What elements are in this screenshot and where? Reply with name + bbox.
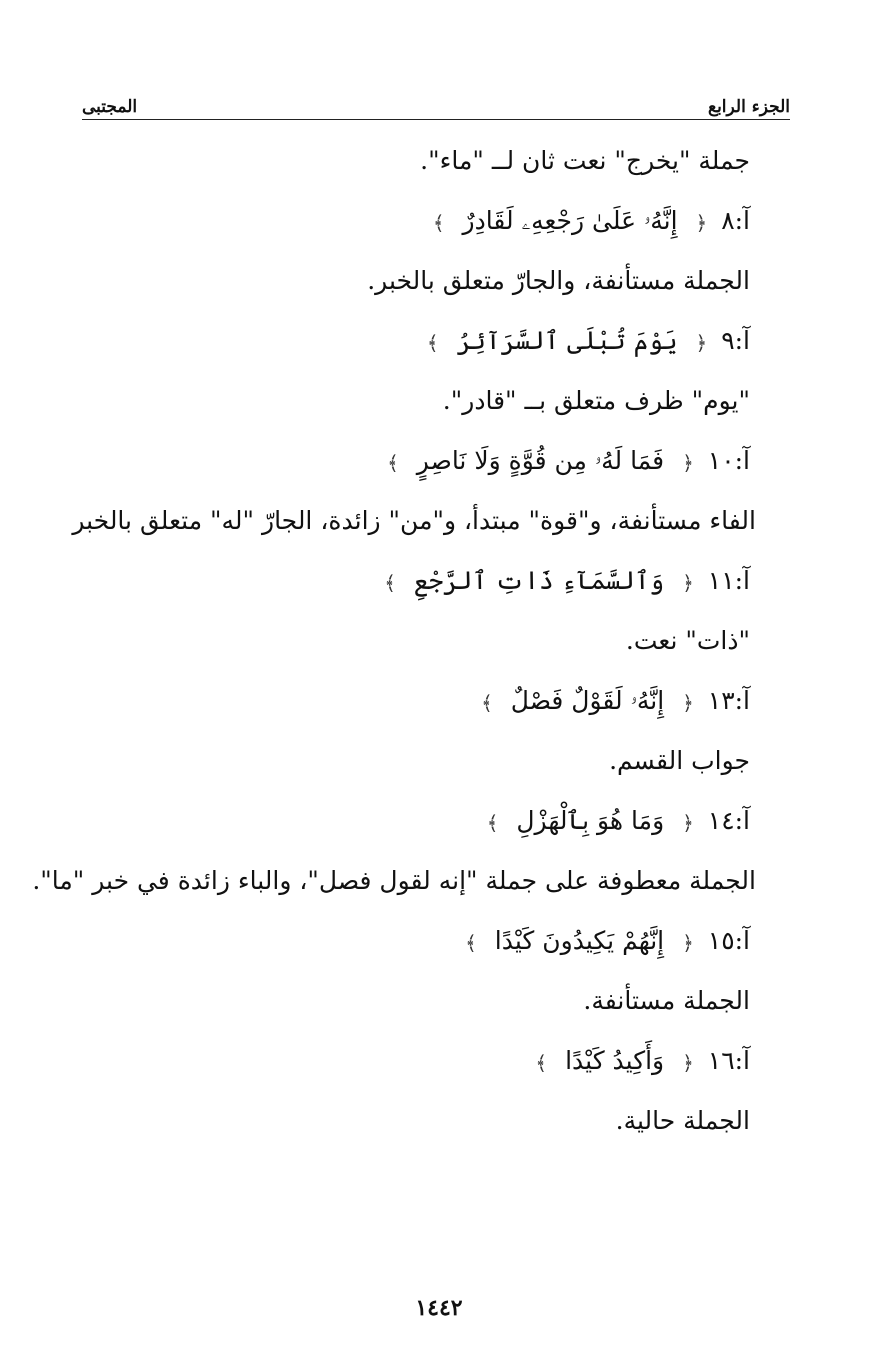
commentary-text: الجملة حالية. — [615, 1106, 750, 1135]
ornate-bracket-open-icon: ﴿ — [682, 810, 694, 835]
ayah-reference: آ:١٥ — [707, 926, 750, 955]
page-body — [32, 128, 756, 1135]
body-line — [70, 1106, 750, 1136]
ornate-bracket-open-icon: ﴿ — [682, 930, 694, 955]
quran-verse: إِنَّهُۥ عَلَىٰ رَجْعِهِۦ لَقَادِرٌ — [462, 206, 678, 235]
body-line — [32, 866, 756, 896]
quran-verse: وَمَا هُوَ بِٱلْهَزْلِ — [516, 806, 665, 835]
quran-verse: إِنَّهُۥ لَقَوْلٌ فَصْلٌ — [510, 686, 665, 715]
ayah-reference: آ:١٣ — [707, 686, 750, 715]
ayah-reference: آ:٨ — [721, 206, 750, 235]
ornate-bracket-open-icon: ﴿ — [695, 330, 708, 355]
running-header — [82, 92, 790, 120]
ayah-line — [70, 446, 750, 476]
body-line — [70, 266, 750, 296]
header-book-title: المجتبى — [82, 97, 138, 117]
ayah-line — [70, 206, 750, 236]
header-part-title: الجزء الرابع — [708, 97, 790, 117]
ayah-reference: آ:١١ — [707, 566, 750, 595]
ornate-bracket-open-icon: ﴿ — [695, 210, 708, 235]
page-number: ١٤٤٢ — [415, 1295, 463, 1321]
ornate-bracket-open-icon: ﴿ — [682, 690, 694, 715]
ornate-bracket-close-icon: ﴾ — [481, 690, 493, 715]
quran-verse: يَوْمَ تُبْلَى ٱلسَّرَآئِرُ — [456, 326, 678, 355]
commentary-text: الجملة معطوفة على جملة "إنه لقول فصل"، والباء زائدة في خبر "ما". — [32, 866, 756, 895]
ornate-bracket-close-icon: ﴾ — [426, 330, 439, 355]
ayah-line — [70, 926, 750, 956]
body-line — [70, 146, 750, 176]
ayah-line — [70, 1046, 750, 1076]
commentary-text: "ذات" نعت. — [625, 626, 750, 655]
ayah-reference: آ:١٤ — [707, 806, 750, 835]
ornate-bracket-close-icon: ﴾ — [486, 810, 499, 835]
commentary-text: جواب القسم. — [609, 746, 750, 775]
commentary-text: الفاء مستأنفة، و"قوة" مبتدأ، و"من" زائدة، الجارّ "له" متعلق بالخبر — [72, 506, 756, 535]
commentary-text: الجملة مستأنفة. — [583, 986, 750, 1015]
body-line — [70, 746, 750, 776]
body-line — [70, 386, 750, 416]
ornate-bracket-open-icon: ﴿ — [682, 570, 694, 595]
ayah-line — [70, 326, 750, 356]
ornate-bracket-close-icon: ﴾ — [432, 210, 445, 235]
ornate-bracket-open-icon: ﴿ — [682, 1050, 694, 1075]
ornate-bracket-close-icon: ﴾ — [387, 450, 399, 475]
quran-verse: وَٱلسَّمَآءِ ذَاتِ ٱلرَّجْعِ — [413, 566, 665, 595]
body-line — [70, 986, 750, 1016]
quran-verse: وَأَكِيدُ كَيْدًا — [565, 1046, 665, 1075]
ornate-bracket-close-icon: ﴾ — [465, 930, 477, 955]
ayah-reference: آ:٩ — [721, 326, 750, 355]
ornate-bracket-close-icon: ﴾ — [535, 1050, 548, 1075]
ornate-bracket-open-icon: ﴿ — [682, 450, 694, 475]
ayah-line — [70, 806, 750, 836]
body-line — [70, 506, 756, 536]
ayah-reference: آ:١٦ — [707, 1046, 750, 1075]
body-line — [70, 626, 750, 656]
quran-verse: فَمَا لَهُۥ مِن قُوَّةٍ وَلَا نَاصِرٍ — [416, 446, 665, 475]
commentary-text: جملة "يخرج" نعت ثان لــ "ماء". — [420, 146, 750, 175]
ayah-line — [70, 686, 750, 716]
quran-verse: إِنَّهُمْ يَكِيدُونَ كَيْدًا — [494, 926, 665, 955]
ayah-line — [70, 566, 750, 596]
ornate-bracket-close-icon: ﴾ — [384, 570, 396, 595]
ayah-reference: آ:١٠ — [707, 446, 750, 475]
commentary-text: "يوم" ظرف متعلق بــ "قادر". — [442, 386, 750, 415]
commentary-text: الجملة مستأنفة، والجارّ متعلق بالخبر. — [367, 266, 750, 295]
